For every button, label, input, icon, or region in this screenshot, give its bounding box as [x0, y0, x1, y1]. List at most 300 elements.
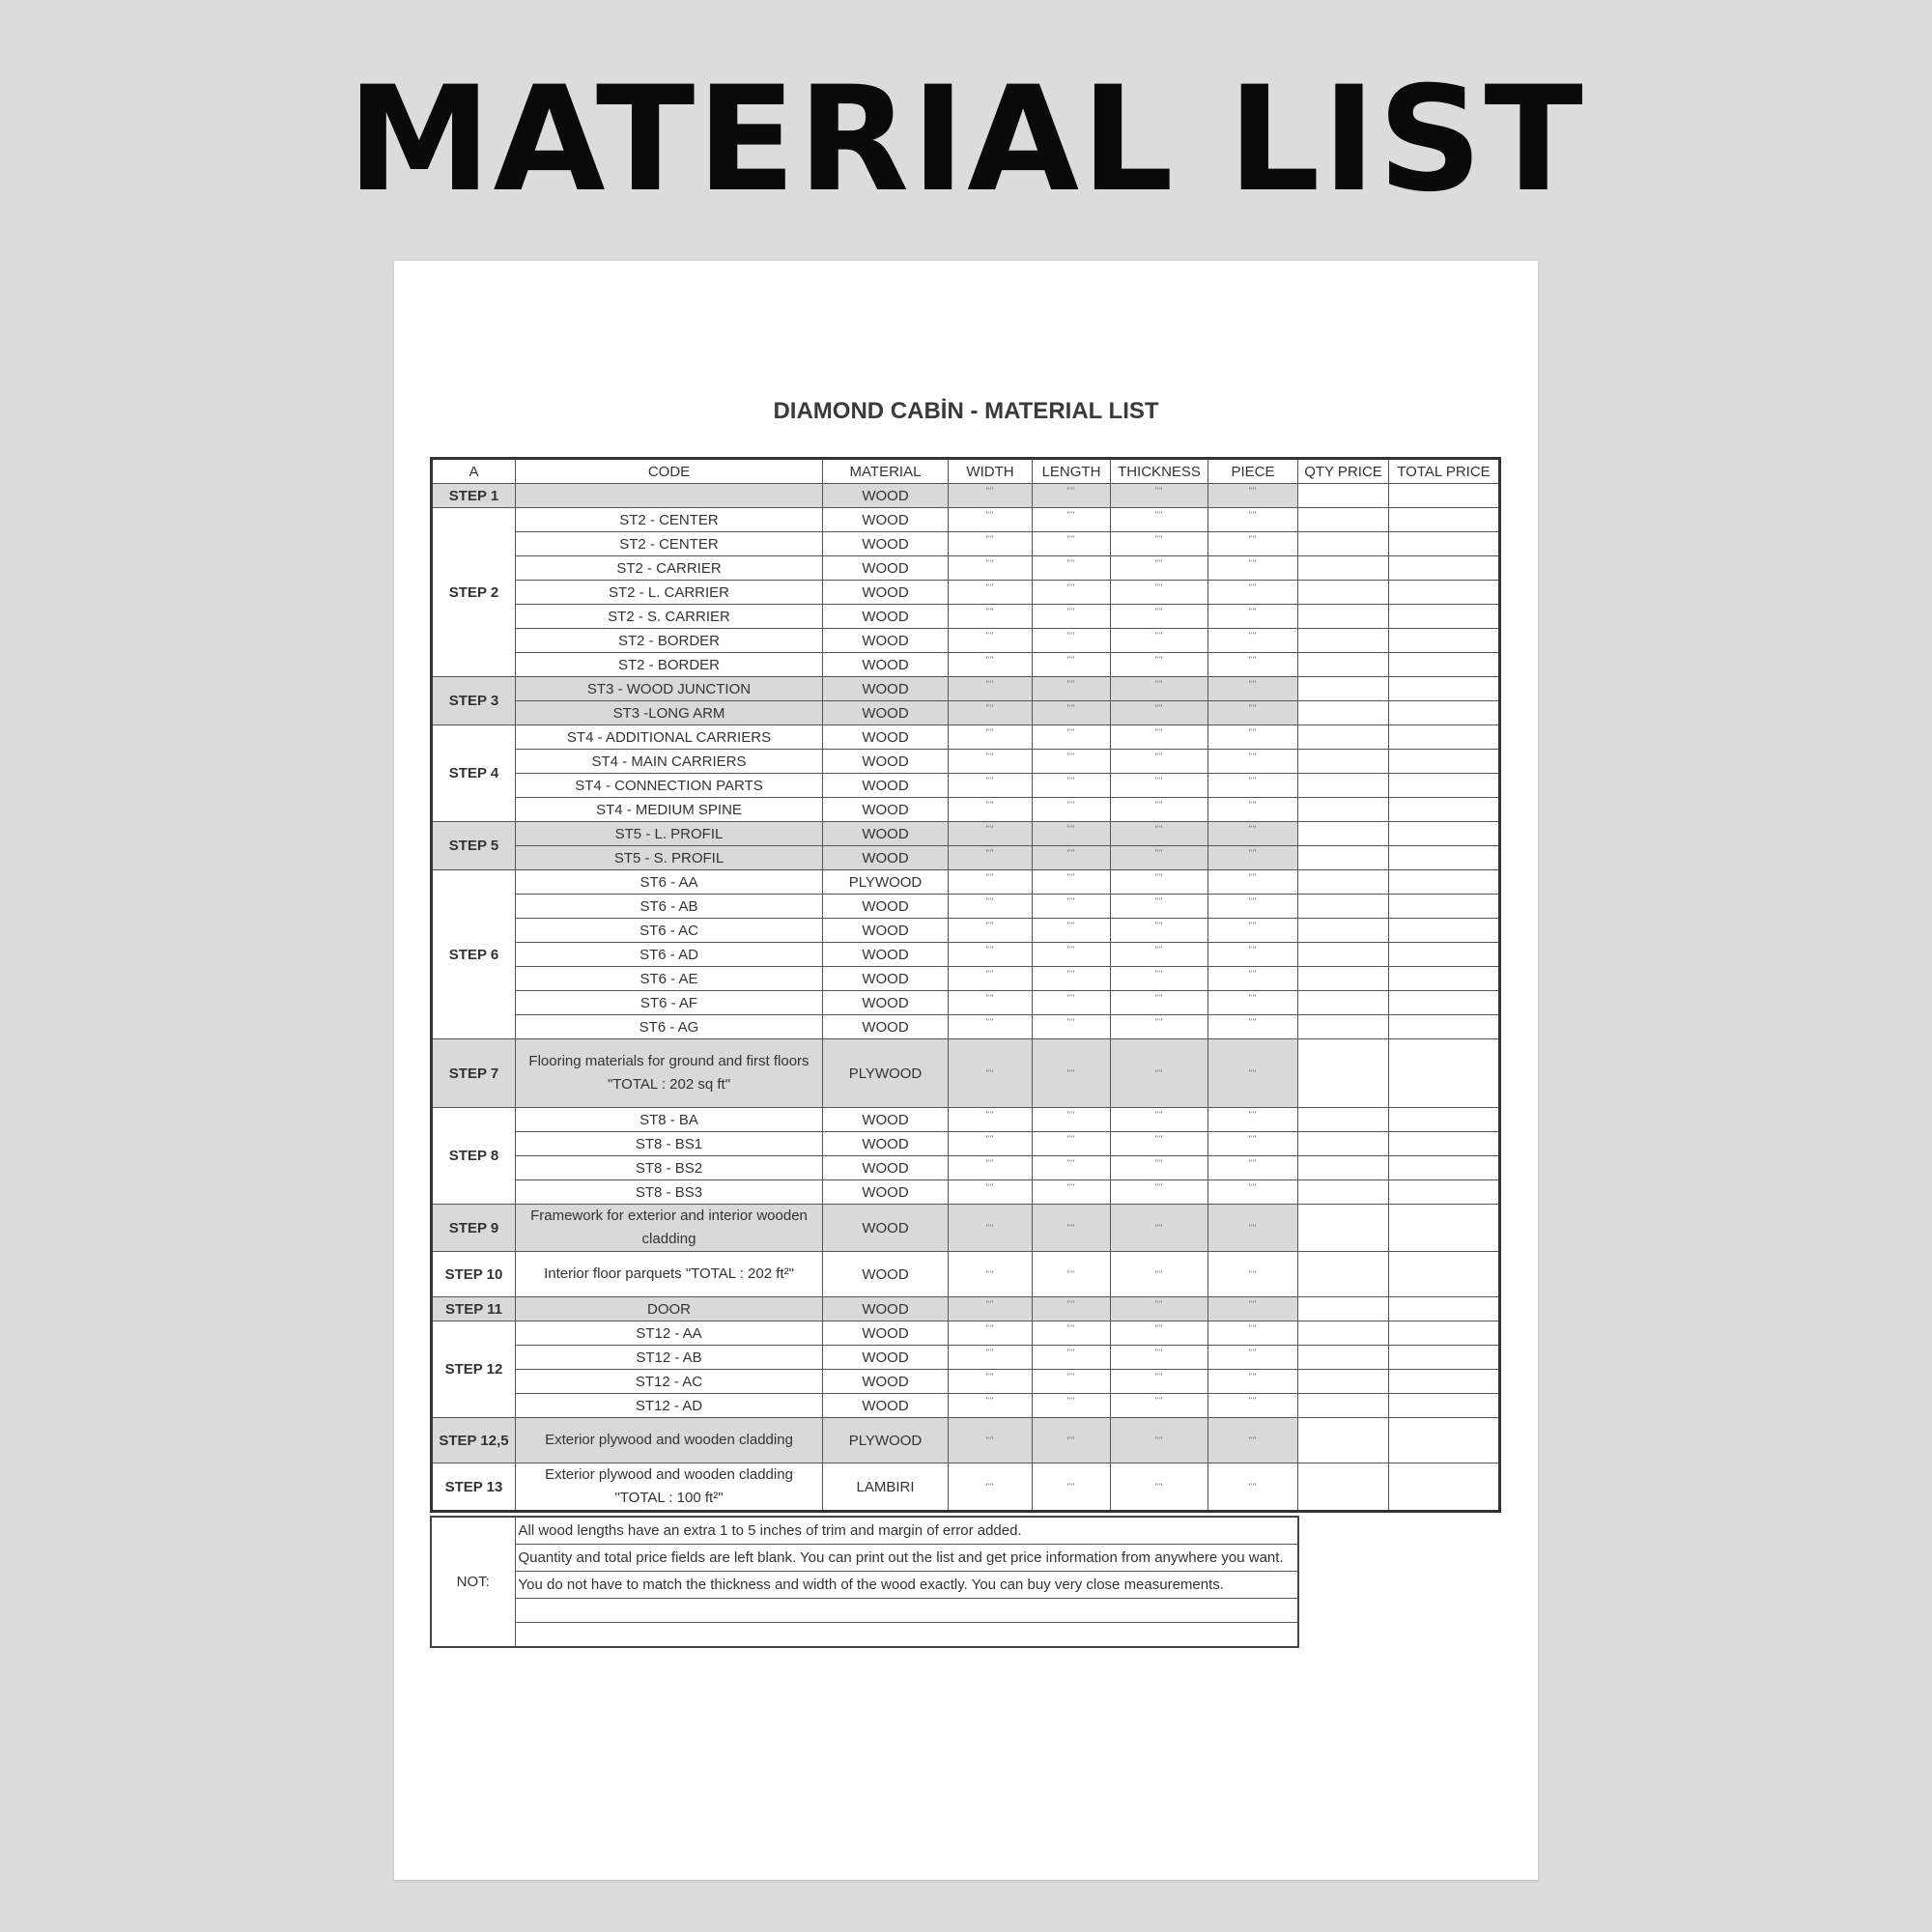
length-cell: "" — [1033, 508, 1111, 532]
total-price-cell — [1389, 1180, 1500, 1205]
piece-cell: "" — [1208, 895, 1298, 919]
material-cell: WOOD — [823, 1015, 949, 1039]
qty-price-cell — [1298, 1297, 1389, 1321]
width-cell: "" — [949, 1205, 1033, 1252]
qty-price-cell — [1298, 1321, 1389, 1346]
thickness-cell: "" — [1111, 967, 1208, 991]
qty-price-cell — [1298, 532, 1389, 556]
length-cell: "" — [1033, 605, 1111, 629]
width-cell: "" — [949, 1132, 1033, 1156]
total-price-cell — [1389, 822, 1500, 846]
total-price-cell — [1389, 1252, 1500, 1297]
qty-price-cell — [1298, 1156, 1389, 1180]
qty-price-cell — [1298, 556, 1389, 581]
piece-cell: "" — [1208, 943, 1298, 967]
qty-price-cell — [1298, 774, 1389, 798]
piece-cell: "" — [1208, 1297, 1298, 1321]
thickness-cell: "" — [1111, 1297, 1208, 1321]
piece-cell: "" — [1208, 967, 1298, 991]
length-cell: "" — [1033, 1463, 1111, 1512]
code-cell: ST6 - AA — [516, 870, 823, 895]
code-cell: ST6 - AB — [516, 895, 823, 919]
width-cell: "" — [949, 484, 1033, 508]
thickness-cell: "" — [1111, 1370, 1208, 1394]
total-price-cell — [1389, 1297, 1500, 1321]
piece-cell: "" — [1208, 1156, 1298, 1180]
document-page — [394, 261, 1538, 1880]
code-cell: ST6 - AE — [516, 967, 823, 991]
qty-price-cell — [1298, 1463, 1389, 1512]
material-cell: WOOD — [823, 822, 949, 846]
material-cell: WOOD — [823, 1252, 949, 1297]
notes-label: NOT: — [431, 1517, 515, 1647]
width-cell: "" — [949, 822, 1033, 846]
piece-cell: "" — [1208, 750, 1298, 774]
thickness-cell: "" — [1111, 1015, 1208, 1039]
width-cell: "" — [949, 1394, 1033, 1418]
piece-cell: "" — [1208, 581, 1298, 605]
notes-row — [431, 1545, 1298, 1572]
material-cell: WOOD — [823, 653, 949, 677]
table-row — [432, 991, 1500, 1015]
qty-price-cell — [1298, 895, 1389, 919]
thickness-cell: "" — [1111, 677, 1208, 701]
length-cell: "" — [1033, 653, 1111, 677]
width-cell: "" — [949, 581, 1033, 605]
length-cell: "" — [1033, 870, 1111, 895]
piece-cell: "" — [1208, 846, 1298, 870]
piece-cell: "" — [1208, 508, 1298, 532]
qty-price-cell — [1298, 1418, 1389, 1463]
length-cell: "" — [1033, 1394, 1111, 1418]
total-price-cell — [1389, 1132, 1500, 1156]
piece-cell: "" — [1208, 1394, 1298, 1418]
width-cell: "" — [949, 1108, 1033, 1132]
header-material: MATERIAL — [823, 459, 949, 484]
piece-cell: "" — [1208, 1205, 1298, 1252]
table-row — [432, 774, 1500, 798]
length-cell: "" — [1033, 750, 1111, 774]
piece-cell: "" — [1208, 484, 1298, 508]
table-row — [432, 1418, 1500, 1463]
piece-cell: "" — [1208, 798, 1298, 822]
length-cell: "" — [1033, 774, 1111, 798]
total-price-cell — [1389, 1418, 1500, 1463]
table-row — [432, 870, 1500, 895]
material-cell: WOOD — [823, 1346, 949, 1370]
length-cell: "" — [1033, 1321, 1111, 1346]
table-row — [432, 1156, 1500, 1180]
material-cell: WOOD — [823, 677, 949, 701]
width-cell: "" — [949, 919, 1033, 943]
thickness-cell: "" — [1111, 919, 1208, 943]
length-cell: "" — [1033, 1370, 1111, 1394]
material-cell: LAMBIRI — [823, 1463, 949, 1512]
code-cell: ST6 - AC — [516, 919, 823, 943]
header-width: WIDTH — [949, 459, 1033, 484]
total-price-cell — [1389, 943, 1500, 967]
total-price-cell — [1389, 484, 1500, 508]
width-cell: "" — [949, 605, 1033, 629]
thickness-cell: "" — [1111, 943, 1208, 967]
total-price-cell — [1389, 991, 1500, 1015]
width-cell: "" — [949, 629, 1033, 653]
length-cell: "" — [1033, 991, 1111, 1015]
length-cell: "" — [1033, 701, 1111, 725]
piece-cell: "" — [1208, 1463, 1298, 1512]
banner-title: MATERIAL LIST — [347, 56, 1585, 224]
width-cell: "" — [949, 725, 1033, 750]
qty-price-cell — [1298, 653, 1389, 677]
length-cell: "" — [1033, 1252, 1111, 1297]
header-length: LENGTH — [1033, 459, 1111, 484]
material-cell: WOOD — [823, 629, 949, 653]
table-row — [432, 1321, 1500, 1346]
material-cell: WOOD — [823, 1394, 949, 1418]
length-cell: "" — [1033, 1156, 1111, 1180]
total-price-cell — [1389, 556, 1500, 581]
piece-cell: "" — [1208, 919, 1298, 943]
step-label: STEP 5 — [432, 822, 516, 870]
qty-price-cell — [1298, 1370, 1389, 1394]
notes-row — [431, 1623, 1298, 1648]
length-cell: "" — [1033, 1418, 1111, 1463]
step-label: STEP 9 — [432, 1205, 516, 1252]
code-cell: Exterior plywood and wooden cladding — [516, 1418, 823, 1463]
step-label: STEP 12,5 — [432, 1418, 516, 1463]
code-cell: ST8 - BS2 — [516, 1156, 823, 1180]
note-item: Quantity and total price fields are left blank. You can print out the list and get price information from anywhere you want. — [515, 1545, 1298, 1572]
qty-price-cell — [1298, 798, 1389, 822]
table-row — [432, 1297, 1500, 1321]
material-cell: WOOD — [823, 798, 949, 822]
width-cell: "" — [949, 1252, 1033, 1297]
code-cell: ST2 - CENTER — [516, 508, 823, 532]
width-cell: "" — [949, 532, 1033, 556]
thickness-cell: "" — [1111, 1205, 1208, 1252]
total-price-cell — [1389, 629, 1500, 653]
thickness-cell: "" — [1111, 508, 1208, 532]
code-cell: ST12 - AB — [516, 1346, 823, 1370]
material-cell: WOOD — [823, 750, 949, 774]
step-label: STEP 10 — [432, 1252, 516, 1297]
qty-price-cell — [1298, 846, 1389, 870]
thickness-cell: "" — [1111, 701, 1208, 725]
thickness-cell: "" — [1111, 822, 1208, 846]
thickness-cell: "" — [1111, 484, 1208, 508]
qty-price-cell — [1298, 701, 1389, 725]
code-cell: ST6 - AF — [516, 991, 823, 1015]
table-row — [432, 750, 1500, 774]
thickness-cell: "" — [1111, 605, 1208, 629]
length-cell: "" — [1033, 1205, 1111, 1252]
thickness-cell: "" — [1111, 581, 1208, 605]
width-cell: "" — [949, 750, 1033, 774]
qty-price-cell — [1298, 677, 1389, 701]
material-cell: WOOD — [823, 895, 949, 919]
code-cell: ST2 - S. CARRIER — [516, 605, 823, 629]
width-cell: "" — [949, 967, 1033, 991]
table-row — [432, 653, 1500, 677]
piece-cell: "" — [1208, 1346, 1298, 1370]
material-cell: WOOD — [823, 1321, 949, 1346]
thickness-cell: "" — [1111, 653, 1208, 677]
piece-cell: "" — [1208, 701, 1298, 725]
qty-price-cell — [1298, 750, 1389, 774]
code-cell: ST5 - L. PROFIL — [516, 822, 823, 846]
length-cell: "" — [1033, 1108, 1111, 1132]
note-item-empty — [515, 1599, 1298, 1623]
step-label: STEP 8 — [432, 1108, 516, 1205]
total-price-cell — [1389, 774, 1500, 798]
length-cell: "" — [1033, 484, 1111, 508]
piece-cell: "" — [1208, 1370, 1298, 1394]
qty-price-cell — [1298, 1252, 1389, 1297]
material-table — [430, 457, 1501, 1513]
thickness-cell: "" — [1111, 629, 1208, 653]
material-cell: WOOD — [823, 1180, 949, 1205]
table-row — [432, 822, 1500, 846]
material-cell: WOOD — [823, 991, 949, 1015]
piece-cell: "" — [1208, 1252, 1298, 1297]
piece-cell: "" — [1208, 629, 1298, 653]
step-label: STEP 7 — [432, 1039, 516, 1108]
document-title: DIAMOND CABİN - MATERIAL LIST — [773, 398, 1159, 424]
thickness-cell: "" — [1111, 1180, 1208, 1205]
code-cell: ST6 - AG — [516, 1015, 823, 1039]
length-cell: "" — [1033, 1039, 1111, 1108]
length-cell: "" — [1033, 1015, 1111, 1039]
material-cell: WOOD — [823, 1132, 949, 1156]
material-cell: WOOD — [823, 1370, 949, 1394]
table-row — [432, 1463, 1500, 1512]
length-cell: "" — [1033, 967, 1111, 991]
total-price-cell — [1389, 677, 1500, 701]
table-row — [432, 1205, 1500, 1252]
thickness-cell: "" — [1111, 1418, 1208, 1463]
width-cell: "" — [949, 1156, 1033, 1180]
length-cell: "" — [1033, 556, 1111, 581]
table-row — [432, 581, 1500, 605]
qty-price-cell — [1298, 1180, 1389, 1205]
total-price-cell — [1389, 895, 1500, 919]
qty-price-cell — [1298, 1205, 1389, 1252]
code-cell: Flooring materials for ground and first floors "TOTAL : 202 sq ft" — [516, 1039, 823, 1108]
code-cell: ST5 - S. PROFIL — [516, 846, 823, 870]
width-cell: "" — [949, 1039, 1033, 1108]
piece-cell: "" — [1208, 1108, 1298, 1132]
code-cell: Exterior plywood and wooden cladding "TOTAL : 100 ft²" — [516, 1463, 823, 1512]
table-row — [432, 532, 1500, 556]
step-label: STEP 13 — [432, 1463, 516, 1512]
material-cell: WOOD — [823, 943, 949, 967]
material-cell: WOOD — [823, 701, 949, 725]
material-cell: PLYWOOD — [823, 1418, 949, 1463]
table-row — [432, 798, 1500, 822]
table-row — [432, 701, 1500, 725]
total-price-cell — [1389, 919, 1500, 943]
code-cell: Interior floor parquets "TOTAL : 202 ft²" — [516, 1252, 823, 1297]
material-cell: WOOD — [823, 581, 949, 605]
code-cell: DOOR — [516, 1297, 823, 1321]
piece-cell: "" — [1208, 653, 1298, 677]
total-price-cell — [1389, 750, 1500, 774]
code-cell: ST3 -LONG ARM — [516, 701, 823, 725]
header-thickness: THICKNESS — [1111, 459, 1208, 484]
width-cell: "" — [949, 508, 1033, 532]
total-price-cell — [1389, 798, 1500, 822]
notes-row — [431, 1572, 1298, 1599]
piece-cell: "" — [1208, 822, 1298, 846]
thickness-cell: "" — [1111, 1156, 1208, 1180]
table-row — [432, 1039, 1500, 1108]
total-price-cell — [1389, 870, 1500, 895]
step-label: STEP 4 — [432, 725, 516, 822]
piece-cell: "" — [1208, 870, 1298, 895]
thickness-cell: "" — [1111, 1252, 1208, 1297]
thickness-cell: "" — [1111, 1132, 1208, 1156]
thickness-cell: "" — [1111, 774, 1208, 798]
total-price-cell — [1389, 1321, 1500, 1346]
length-cell: "" — [1033, 532, 1111, 556]
material-cell: WOOD — [823, 1297, 949, 1321]
code-cell: ST2 - CARRIER — [516, 556, 823, 581]
material-cell: PLYWOOD — [823, 1039, 949, 1108]
piece-cell: "" — [1208, 1015, 1298, 1039]
piece-cell: "" — [1208, 532, 1298, 556]
thickness-cell: "" — [1111, 895, 1208, 919]
code-cell: ST4 - MAIN CARRIERS — [516, 750, 823, 774]
table-row — [432, 1370, 1500, 1394]
note-item: All wood lengths have an extra 1 to 5 inches of trim and margin of error added. — [515, 1517, 1298, 1545]
total-price-cell — [1389, 1346, 1500, 1370]
qty-price-cell — [1298, 725, 1389, 750]
material-cell: WOOD — [823, 967, 949, 991]
step-label: STEP 11 — [432, 1297, 516, 1321]
step-label: STEP 12 — [432, 1321, 516, 1418]
header-code: CODE — [516, 459, 823, 484]
piece-cell: "" — [1208, 1180, 1298, 1205]
piece-cell: "" — [1208, 774, 1298, 798]
total-price-cell — [1389, 653, 1500, 677]
thickness-cell: "" — [1111, 846, 1208, 870]
table-row — [432, 605, 1500, 629]
step-label: STEP 2 — [432, 508, 516, 677]
thickness-cell: "" — [1111, 1463, 1208, 1512]
qty-price-cell — [1298, 605, 1389, 629]
width-cell: "" — [949, 653, 1033, 677]
table-row — [432, 1132, 1500, 1156]
code-cell: ST12 - AC — [516, 1370, 823, 1394]
total-price-cell — [1389, 967, 1500, 991]
piece-cell: "" — [1208, 556, 1298, 581]
material-cell: WOOD — [823, 508, 949, 532]
thickness-cell: "" — [1111, 1346, 1208, 1370]
width-cell: "" — [949, 846, 1033, 870]
code-cell: ST4 - MEDIUM SPINE — [516, 798, 823, 822]
header-qty-price: QTY PRICE — [1298, 459, 1389, 484]
width-cell: "" — [949, 1370, 1033, 1394]
header-piece: PIECE — [1208, 459, 1298, 484]
width-cell: "" — [949, 677, 1033, 701]
note-item: You do not have to match the thickness and width of the wood exactly. You can buy very close measurements. — [515, 1572, 1298, 1599]
table-row — [432, 484, 1500, 508]
thickness-cell: "" — [1111, 556, 1208, 581]
notes-table — [430, 1516, 1299, 1648]
total-price-cell — [1389, 701, 1500, 725]
thickness-cell: "" — [1111, 1394, 1208, 1418]
width-cell: "" — [949, 1297, 1033, 1321]
code-cell: ST4 - CONNECTION PARTS — [516, 774, 823, 798]
length-cell: "" — [1033, 677, 1111, 701]
step-label: STEP 3 — [432, 677, 516, 725]
table-row — [432, 1346, 1500, 1370]
step-label: STEP 6 — [432, 870, 516, 1039]
material-cell: WOOD — [823, 556, 949, 581]
total-price-cell — [1389, 581, 1500, 605]
code-cell: Framework for exterior and interior wooden cladding — [516, 1205, 823, 1252]
code-cell: ST3 - WOOD JUNCTION — [516, 677, 823, 701]
thickness-cell: "" — [1111, 1108, 1208, 1132]
material-table-body — [432, 484, 1500, 1512]
qty-price-cell — [1298, 870, 1389, 895]
piece-cell: "" — [1208, 605, 1298, 629]
length-cell: "" — [1033, 1346, 1111, 1370]
code-cell: ST2 - BORDER — [516, 653, 823, 677]
total-price-cell — [1389, 508, 1500, 532]
material-cell: WOOD — [823, 532, 949, 556]
total-price-cell — [1389, 1463, 1500, 1512]
table-row — [432, 919, 1500, 943]
code-cell — [516, 484, 823, 508]
total-price-cell — [1389, 1015, 1500, 1039]
qty-price-cell — [1298, 1132, 1389, 1156]
thickness-cell: "" — [1111, 870, 1208, 895]
width-cell: "" — [949, 1463, 1033, 1512]
code-cell: ST8 - BS3 — [516, 1180, 823, 1205]
width-cell: "" — [949, 895, 1033, 919]
code-cell: ST6 - AD — [516, 943, 823, 967]
total-price-cell — [1389, 1156, 1500, 1180]
qty-price-cell — [1298, 1108, 1389, 1132]
material-cell: WOOD — [823, 1156, 949, 1180]
code-cell: ST8 - BS1 — [516, 1132, 823, 1156]
width-cell: "" — [949, 1321, 1033, 1346]
material-cell: WOOD — [823, 774, 949, 798]
table-row — [432, 895, 1500, 919]
width-cell: "" — [949, 774, 1033, 798]
thickness-cell: "" — [1111, 750, 1208, 774]
total-price-cell — [1389, 532, 1500, 556]
piece-cell: "" — [1208, 1418, 1298, 1463]
qty-price-cell — [1298, 508, 1389, 532]
table-row — [432, 508, 1500, 532]
thickness-cell: "" — [1111, 798, 1208, 822]
qty-price-cell — [1298, 581, 1389, 605]
qty-price-cell — [1298, 943, 1389, 967]
material-cell: WOOD — [823, 1205, 949, 1252]
total-price-cell — [1389, 605, 1500, 629]
width-cell: "" — [949, 1418, 1033, 1463]
table-row — [432, 943, 1500, 967]
total-price-cell — [1389, 1394, 1500, 1418]
material-cell: WOOD — [823, 919, 949, 943]
note-item-empty — [515, 1623, 1298, 1648]
length-cell: "" — [1033, 629, 1111, 653]
length-cell: "" — [1033, 1132, 1111, 1156]
table-row — [432, 629, 1500, 653]
header-a: A — [432, 459, 516, 484]
